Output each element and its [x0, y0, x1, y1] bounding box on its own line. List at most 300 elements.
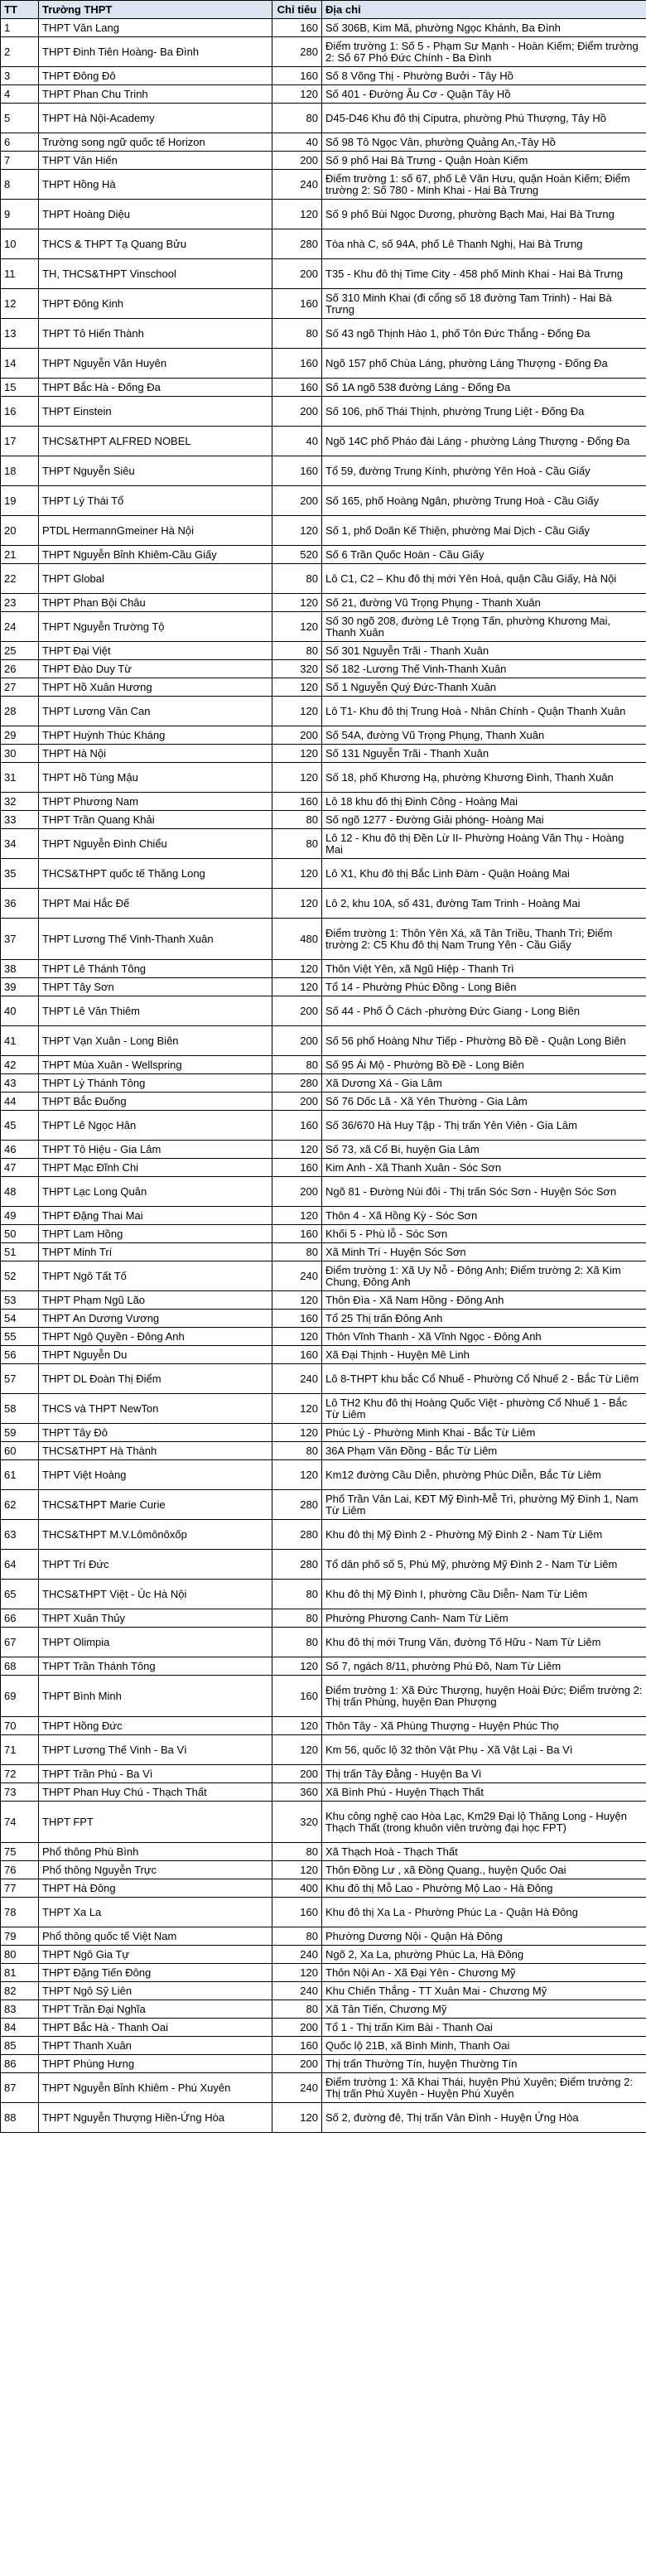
cell-school: THPT Vạn Xuân - Long Biên: [39, 1026, 272, 1056]
table-row: [1, 85, 646, 104]
cell-tt: 14: [1, 349, 39, 379]
cell-school: THPT Lê Ngọc Hân: [39, 1111, 272, 1141]
cell-target: 120: [272, 594, 322, 612]
cell-tt: 1: [1, 19, 39, 37]
cell-address: Số 182 -Lương Thế Vinh-Thanh Xuân: [322, 660, 646, 678]
cell-address: Tổ 59, đường Trung Kính, phường Yên Hoà - Cầu Giấy: [322, 456, 646, 486]
cell-target: 160: [272, 1346, 322, 1364]
cell-school: THPT Phan Chu Trinh: [39, 85, 272, 104]
cell-target: 80: [272, 1843, 322, 1861]
cell-address: Xã Đại Thịnh - Huyện Mê Linh: [322, 1346, 646, 1364]
cell-address: Phường Phương Canh- Nam Từ Liêm: [322, 1609, 646, 1628]
cell-school: THCS&THPT quốc tế Thăng Long: [39, 859, 272, 889]
cell-target: 120: [272, 1657, 322, 1676]
table-row: [1, 1676, 646, 1717]
table-row: [1, 546, 646, 564]
cell-target: 160: [272, 1676, 322, 1717]
cell-target: 120: [272, 678, 322, 697]
cell-address: Số 9 phố Bùi Ngọc Dương, phường Bạch Mai, Hai Bà Trưng: [322, 200, 646, 229]
cell-address: Điểm trường 1: Xã Uy Nỗ - Đông Anh; Điểm trường 2: Xã Kim Chung, Đông Anh: [322, 1261, 646, 1291]
cell-school: THPT Lương Văn Can: [39, 697, 272, 726]
cell-tt: 39: [1, 978, 39, 996]
cell-target: 160: [272, 289, 322, 319]
cell-school: THPT Olimpia: [39, 1628, 272, 1657]
cell-target: 320: [272, 660, 322, 678]
cell-school: THPT Lý Thánh Tông: [39, 1074, 272, 1093]
cell-address: Lô 12 - Khu đô thị Đền Lừ II- Phường Hoàng Văn Thụ - Hoàng Mai: [322, 829, 646, 859]
cell-school: THPT Minh Trí: [39, 1243, 272, 1261]
cell-tt: 12: [1, 289, 39, 319]
cell-tt: 7: [1, 152, 39, 170]
cell-tt: 73: [1, 1783, 39, 1802]
cell-address: Thôn Vĩnh Thanh - Xã Vĩnh Ngọc - Đông Anh: [322, 1328, 646, 1346]
table-row: [1, 1783, 646, 1802]
cell-target: 160: [272, 1898, 322, 1927]
cell-target: 160: [272, 379, 322, 397]
cell-tt: 78: [1, 1898, 39, 1927]
cell-school: THCS&THPT Hà Thành: [39, 1442, 272, 1460]
cell-school: THCS và THPT NewTon: [39, 1394, 272, 1424]
cell-tt: 11: [1, 259, 39, 289]
cell-address: Thôn Việt Yên, xã Ngũ Hiệp - Thanh Trì: [322, 960, 646, 978]
cell-target: 240: [272, 1946, 322, 1964]
cell-address: 36A Phạm Văn Đồng - Bắc Từ Liêm: [322, 1442, 646, 1460]
cell-target: 120: [272, 697, 322, 726]
cell-tt: 58: [1, 1394, 39, 1424]
cell-address: Số 7, ngách 8/11, phường Phú Đô, Nam Từ Liêm: [322, 1657, 646, 1676]
cell-tt: 34: [1, 829, 39, 859]
cell-address: Số 36/670 Hà Huy Tập - Thị trấn Yên Viên - Gia Lâm: [322, 1111, 646, 1141]
cell-tt: 61: [1, 1460, 39, 1490]
table-row: [1, 19, 646, 37]
cell-target: 160: [272, 67, 322, 85]
cell-target: 120: [272, 2103, 322, 2133]
cell-target: 120: [272, 1861, 322, 1879]
table-row: [1, 2073, 646, 2103]
cell-school: THPT Phùng Hưng: [39, 2055, 272, 2073]
cell-tt: 23: [1, 594, 39, 612]
table-row: [1, 37, 646, 67]
cell-target: 240: [272, 1261, 322, 1291]
cell-school: THPT Hồ Xuân Hương: [39, 678, 272, 697]
cell-address: Tổ 1 - Thị trấn Kim Bài - Thanh Oai: [322, 2019, 646, 2037]
cell-target: 40: [272, 427, 322, 456]
cell-school: THPT Phan Huy Chú - Thạch Thất: [39, 1783, 272, 1802]
cell-address: Kim Anh - Xã Thanh Xuân - Sóc Sơn: [322, 1159, 646, 1177]
cell-school: THPT Bắc Hà - Đống Đa: [39, 379, 272, 397]
cell-tt: 44: [1, 1093, 39, 1111]
cell-tt: 75: [1, 1843, 39, 1861]
cell-school: THPT Lê Văn Thiêm: [39, 996, 272, 1026]
table-row: [1, 2103, 646, 2133]
cell-target: 200: [272, 1026, 322, 1056]
cell-address: Số 1, phố Doãn Kế Thiện, phường Mai Dịch - Cầu Giấy: [322, 516, 646, 546]
cell-school: THPT Tây Đô: [39, 1424, 272, 1442]
cell-address: Lô 18 khu đô thị Đinh Công - Hoàng Mai: [322, 793, 646, 811]
cell-school: THPT Phạm Ngũ Lão: [39, 1291, 272, 1310]
table-row: [1, 486, 646, 516]
cell-target: 160: [272, 793, 322, 811]
cell-school: THPT Ngô Gia Tự: [39, 1946, 272, 1964]
table-row: [1, 2000, 646, 2019]
cell-address: Phúc Lý - Phường Minh Khai - Bắc Từ Liêm: [322, 1424, 646, 1442]
cell-school: THPT Đinh Tiên Hoàng- Ba Đình: [39, 37, 272, 67]
cell-address: Lô 8-THPT khu bắc Cổ Nhuế - Phường Cổ Nhuế 2 - Bắc Từ Liêm: [322, 1364, 646, 1394]
cell-school: THPT Lam Hồng: [39, 1225, 272, 1243]
cell-school: THCS&THPT ALFRED NOBEL: [39, 427, 272, 456]
table-row: [1, 1982, 646, 2000]
header-address: Địa chỉ: [322, 1, 646, 19]
table-row: [1, 564, 646, 594]
table-row: [1, 1861, 646, 1879]
cell-tt: 43: [1, 1074, 39, 1093]
cell-school: THPT Huỳnh Thúc Kháng: [39, 726, 272, 745]
cell-tt: 4: [1, 85, 39, 104]
cell-target: 160: [272, 349, 322, 379]
table-row: [1, 1765, 646, 1783]
cell-target: 80: [272, 1927, 322, 1946]
cell-tt: 76: [1, 1861, 39, 1879]
cell-address: Thị trấn Tây Đằng - Huyện Ba Vì: [322, 1765, 646, 1783]
cell-target: 480: [272, 919, 322, 960]
cell-school: THPT Nguyễn Siêu: [39, 456, 272, 486]
cell-address: Thôn Đìa - Xã Nam Hồng - Đông Anh: [322, 1291, 646, 1310]
cell-school: THPT Xa La: [39, 1898, 272, 1927]
cell-address: Điểm trường 1: Số 5 - Phạm Sư Mạnh - Hoàn Kiếm; Điểm trường 2: Số 67 Phó Đức Chính - Ba Đình: [322, 37, 646, 67]
table-row: [1, 1093, 646, 1111]
cell-school: THPT Hồng Hà: [39, 170, 272, 200]
table-row: [1, 104, 646, 133]
cell-tt: 26: [1, 660, 39, 678]
cell-address: Số 98 Tô Ngọc Vân, phường Quảng An,-Tây Hồ: [322, 133, 646, 152]
cell-tt: 16: [1, 397, 39, 427]
table-row: [1, 1580, 646, 1609]
cell-target: 520: [272, 546, 322, 564]
cell-school: THPT Nguyễn Trường Tộ: [39, 612, 272, 642]
table-row: [1, 642, 646, 660]
header-row: [1, 1, 646, 19]
cell-school: THPT Ngô Quyền - Đông Anh: [39, 1328, 272, 1346]
cell-target: 200: [272, 996, 322, 1026]
cell-address: Khu đô thị mới Trung Văn, đường Tố Hữu - Nam Từ Liêm: [322, 1628, 646, 1657]
cell-address: Số 131 Nguyễn Trãi - Thanh Xuân: [322, 745, 646, 763]
cell-target: 200: [272, 2055, 322, 2073]
cell-address: Xã Thạch Hoà - Thạch Thất: [322, 1843, 646, 1861]
table-row: [1, 427, 646, 456]
table-row: [1, 1243, 646, 1261]
cell-address: Số 95 Ái Mộ - Phường Bồ Đề - Long Biên: [322, 1056, 646, 1074]
table-row: [1, 1141, 646, 1159]
cell-address: Xã Minh Trí - Huyện Sóc Sơn: [322, 1243, 646, 1261]
cell-tt: 29: [1, 726, 39, 745]
cell-tt: 17: [1, 427, 39, 456]
cell-address: Khu đô thị Mỹ Đình I, phường Cầu Diễn- Nam Từ Liêm: [322, 1580, 646, 1609]
cell-address: Số 43 ngõ Thịnh Hào 1, phố Tôn Đức Thắng - Đống Đa: [322, 319, 646, 349]
cell-school: THPT Lê Thánh Tông: [39, 960, 272, 978]
cell-tt: 40: [1, 996, 39, 1026]
table-row: [1, 889, 646, 919]
cell-address: Số 73, xã Cổ Bi, huyện Gia Lâm: [322, 1141, 646, 1159]
cell-target: 280: [272, 1520, 322, 1550]
cell-target: 160: [272, 1111, 322, 1141]
cell-tt: 31: [1, 763, 39, 793]
cell-target: 160: [272, 1225, 322, 1243]
cell-tt: 18: [1, 456, 39, 486]
table-row: [1, 456, 646, 486]
cell-target: 80: [272, 1442, 322, 1460]
cell-target: 160: [272, 456, 322, 486]
cell-tt: 69: [1, 1676, 39, 1717]
header-school: Trường THPT: [39, 1, 272, 19]
cell-school: Phổ thông Nguyễn Trực: [39, 1861, 272, 1879]
cell-school: THPT Hà Nội-Academy: [39, 104, 272, 133]
table-row: [1, 229, 646, 259]
table-row: [1, 1657, 646, 1676]
cell-tt: 28: [1, 697, 39, 726]
cell-target: 160: [272, 1310, 322, 1328]
cell-school: THPT Văn Lang: [39, 19, 272, 37]
table-row: [1, 1394, 646, 1424]
cell-tt: 2: [1, 37, 39, 67]
cell-tt: 37: [1, 919, 39, 960]
table-row: [1, 1364, 646, 1394]
cell-school: THPT Lương Thế Vinh-Thanh Xuân: [39, 919, 272, 960]
table-row: [1, 1520, 646, 1550]
cell-tt: 22: [1, 564, 39, 594]
cell-tt: 46: [1, 1141, 39, 1159]
table-row: [1, 1843, 646, 1861]
cell-school: THPT Đào Duy Từ: [39, 660, 272, 678]
table-row: [1, 397, 646, 427]
cell-target: 240: [272, 1364, 322, 1394]
cell-target: 120: [272, 1141, 322, 1159]
cell-school: THPT Nguyễn Đình Chiểu: [39, 829, 272, 859]
cell-tt: 66: [1, 1609, 39, 1628]
table-row: [1, 133, 646, 152]
cell-address: Thôn Tây - Xã Phùng Thượng - Huyện Phúc Thọ: [322, 1717, 646, 1735]
cell-address: Số 76 Dốc Lã - Xã Yên Thường - Gia Lâm: [322, 1093, 646, 1111]
cell-target: 80: [272, 811, 322, 829]
cell-tt: 36: [1, 889, 39, 919]
table-row: [1, 1261, 646, 1291]
cell-tt: 67: [1, 1628, 39, 1657]
cell-school: THPT Tô Hiến Thành: [39, 319, 272, 349]
cell-target: 80: [272, 2000, 322, 2019]
table-row: [1, 1207, 646, 1225]
cell-address: Số 1 Nguyễn Quý Đức-Thanh Xuân: [322, 678, 646, 697]
cell-school: THPT Mùa Xuân - Wellspring: [39, 1056, 272, 1074]
cell-tt: 19: [1, 486, 39, 516]
cell-school: THPT Ngô Sỹ Liên: [39, 1982, 272, 2000]
cell-tt: 62: [1, 1490, 39, 1520]
cell-target: 200: [272, 397, 322, 427]
cell-tt: 42: [1, 1056, 39, 1074]
cell-target: 80: [272, 564, 322, 594]
table-row: [1, 1735, 646, 1765]
cell-target: 80: [272, 642, 322, 660]
cell-school: THCS&THPT Việt - Úc Hà Nội: [39, 1580, 272, 1609]
table-row: [1, 1310, 646, 1328]
cell-address: Thôn Nội An - Xã Đại Yên - Chương Mỹ: [322, 1964, 646, 1982]
table-row: [1, 2019, 646, 2037]
cell-address: Ngõ 157 phố Chùa Láng, phường Láng Thượng - Đống Đa: [322, 349, 646, 379]
cell-address: Khu đô thị Mỹ Đình 2 - Phường Mỹ Đình 2 - Nam Từ Liêm: [322, 1520, 646, 1550]
table-row: [1, 829, 646, 859]
cell-tt: 13: [1, 319, 39, 349]
cell-tt: 86: [1, 2055, 39, 2073]
cell-school: THPT DL Đoàn Thị Điểm: [39, 1364, 272, 1394]
cell-target: 80: [272, 1580, 322, 1609]
cell-school: THPT Nguyễn Bỉnh Khiêm - Phú Xuyên: [39, 2073, 272, 2103]
table-row: [1, 289, 646, 319]
cell-address: Số 56 phố Hoàng Như Tiếp - Phường Bồ Đề - Quận Long Biên: [322, 1026, 646, 1056]
cell-tt: 70: [1, 1717, 39, 1735]
cell-address: Số 106, phố Thái Thịnh, phường Trung Liệt - Đống Đa: [322, 397, 646, 427]
cell-school: THPT Đại Việt: [39, 642, 272, 660]
cell-tt: 85: [1, 2037, 39, 2055]
cell-address: Khối 5 - Phù lỗ - Sóc Sơn: [322, 1225, 646, 1243]
cell-tt: 52: [1, 1261, 39, 1291]
cell-address: Số 9 phố Hai Bà Trưng - Quận Hoàn Kiếm: [322, 152, 646, 170]
table-row: [1, 1225, 646, 1243]
cell-tt: 60: [1, 1442, 39, 1460]
table-row: [1, 1159, 646, 1177]
cell-tt: 5: [1, 104, 39, 133]
cell-school: THPT FPT: [39, 1802, 272, 1843]
cell-school: THPT Nguyễn Du: [39, 1346, 272, 1364]
cell-tt: 45: [1, 1111, 39, 1141]
cell-address: Thôn 4 - Xã Hồng Kỳ - Sóc Sơn: [322, 1207, 646, 1225]
table-row: [1, 170, 646, 200]
cell-address: Quốc lộ 21B, xã Bình Minh, Thanh Oai: [322, 2037, 646, 2055]
table-row: [1, 1927, 646, 1946]
cell-tt: 88: [1, 2103, 39, 2133]
cell-tt: 50: [1, 1225, 39, 1243]
cell-address: Tổ dân phố số 5, Phú Mỹ, phường Mỹ Đình 2 - Nam Từ Liêm: [322, 1550, 646, 1580]
cell-target: 120: [272, 612, 322, 642]
cell-address: T35 - Khu đô thị Time City - 458 phố Minh Khai - Hai Bà Trưng: [322, 259, 646, 289]
cell-school: THPT Việt Hoàng: [39, 1460, 272, 1490]
cell-target: 400: [272, 1879, 322, 1898]
cell-school: THCS & THPT Tạ Quang Bửu: [39, 229, 272, 259]
cell-target: 120: [272, 889, 322, 919]
cell-school: THPT Nguyễn Thượng Hiền-Ứng Hòa: [39, 2103, 272, 2133]
cell-tt: 48: [1, 1177, 39, 1207]
cell-tt: 74: [1, 1802, 39, 1843]
cell-tt: 83: [1, 2000, 39, 2019]
cell-address: Tổ 25 Thị trấn Đông Anh: [322, 1310, 646, 1328]
cell-address: Phường Dương Nội - Quận Hà Đông: [322, 1927, 646, 1946]
cell-target: 120: [272, 1460, 322, 1490]
table-row: [1, 1346, 646, 1364]
cell-address: Số 301 Nguyễn Trãi - Thanh Xuân: [322, 642, 646, 660]
cell-school: THPT Nguyễn Văn Huyên: [39, 349, 272, 379]
cell-address: Lô TH2 Khu đô thị Hoàng Quốc Việt - phường Cổ Nhuế 1 - Bắc Từ Liêm: [322, 1394, 646, 1424]
table-row: [1, 978, 646, 996]
cell-address: Lô X1, Khu đô thị Bắc Linh Đàm - Quận Hoàng Mai: [322, 859, 646, 889]
cell-target: 120: [272, 1717, 322, 1735]
cell-tt: 10: [1, 229, 39, 259]
cell-address: Xã Dương Xá - Gia Lâm: [322, 1074, 646, 1093]
cell-tt: 20: [1, 516, 39, 546]
table-row: [1, 1328, 646, 1346]
cell-school: TH, THCS&THPT Vinschool: [39, 259, 272, 289]
cell-tt: 79: [1, 1927, 39, 1946]
cell-tt: 51: [1, 1243, 39, 1261]
cell-school: THPT Trần Đại Nghĩa: [39, 2000, 272, 2019]
table-row: [1, 1964, 646, 1982]
table-row: [1, 697, 646, 726]
cell-school: THPT Đông Đô: [39, 67, 272, 85]
cell-address: Số 30 ngõ 208, đường Lê Trọng Tấn, phường Khương Mai, Thanh Xuân: [322, 612, 646, 642]
cell-school: THPT Tây Sơn: [39, 978, 272, 996]
cell-target: 120: [272, 1394, 322, 1424]
cell-target: 240: [272, 1982, 322, 2000]
cell-school: THPT Lương Thế Vinh - Ba Vì: [39, 1735, 272, 1765]
cell-tt: 27: [1, 678, 39, 697]
cell-address: Khu đô thị Mỗ Lao - Phường Mộ Lao - Hà Đông: [322, 1879, 646, 1898]
cell-tt: 15: [1, 379, 39, 397]
cell-target: 120: [272, 1735, 322, 1765]
cell-address: Số 2, đường đê, Thị trấn Vân Đình - Huyện Ứng Hòa: [322, 2103, 646, 2133]
cell-address: Phố Trần Văn Lai, KĐT Mỹ Đình-Mễ Trì, phường Mỹ Đình 1, Nam Từ Liêm: [322, 1490, 646, 1520]
table-row: [1, 678, 646, 697]
table-row: [1, 1074, 646, 1093]
cell-address: Tòa nhà C, số 94A, phố Lê Thanh Nghị, Hai Bà Trưng: [322, 229, 646, 259]
table-row: [1, 1802, 646, 1843]
table-row: [1, 319, 646, 349]
cell-school: THPT Hà Đông: [39, 1879, 272, 1898]
table-row: [1, 1717, 646, 1735]
table-row: [1, 1898, 646, 1927]
cell-school: THPT Trần Phú - Ba Vì: [39, 1765, 272, 1783]
cell-address: Khu Chiến Thắng - TT Xuân Mai - Chương Mỹ: [322, 1982, 646, 2000]
cell-school: THPT Văn Hiến: [39, 152, 272, 170]
cell-address: Điểm trường 1: Xã Đức Thượng, huyện Hoài Đức; Điểm trường 2: Thị trấn Phùng, huyện Đan Phượng: [322, 1676, 646, 1717]
cell-target: 80: [272, 1056, 322, 1074]
cell-address: Số 54A, đường Vũ Trọng Phụng, Thanh Xuân: [322, 726, 646, 745]
table-row: [1, 1879, 646, 1898]
cell-address: Số 310 Minh Khai (đi cổng số 18 đường Tam Trinh) - Hai Bà Trưng: [322, 289, 646, 319]
cell-school: THPT Lạc Long Quân: [39, 1177, 272, 1207]
cell-school: THPT Trần Quang Khải: [39, 811, 272, 829]
cell-school: THPT Đông Kinh: [39, 289, 272, 319]
cell-address: Số 6 Trần Quốc Hoàn - Cầu Giấy: [322, 546, 646, 564]
cell-address: Điểm trường 1: số 67, phố Lê Văn Hưu, quận Hoàn Kiếm; Điểm trường 2: Số 780 - Minh Khai - Hai Bà Trưng: [322, 170, 646, 200]
cell-address: Số 306B, Kim Mã, phường Ngọc Khánh, Ba Đình: [322, 19, 646, 37]
cell-school: THPT Global: [39, 564, 272, 594]
cell-school: THPT Hồng Đức: [39, 1717, 272, 1735]
cell-target: 280: [272, 1074, 322, 1093]
cell-tt: 9: [1, 200, 39, 229]
cell-address: Xã Tân Tiến, Chương Mỹ: [322, 2000, 646, 2019]
cell-school: THPT Phương Nam: [39, 793, 272, 811]
cell-target: 240: [272, 2073, 322, 2103]
cell-school: THPT Hoàng Diệu: [39, 200, 272, 229]
cell-address: Km12 đường Cầu Diễn, phường Phúc Diễn, Bắc Từ Liêm: [322, 1460, 646, 1490]
cell-tt: 84: [1, 2019, 39, 2037]
table-row: [1, 1490, 646, 1520]
table-row: [1, 2055, 646, 2073]
table-row: [1, 1111, 646, 1141]
cell-target: 200: [272, 1765, 322, 1783]
cell-school: THPT Phan Bội Châu: [39, 594, 272, 612]
cell-tt: 71: [1, 1735, 39, 1765]
table-row: [1, 152, 646, 170]
cell-school: THCS&THPT M.V.Lômônôxốp: [39, 1520, 272, 1550]
cell-address: Tổ 14 - Phường Phúc Đồng - Long Biên: [322, 978, 646, 996]
cell-target: 80: [272, 1609, 322, 1628]
